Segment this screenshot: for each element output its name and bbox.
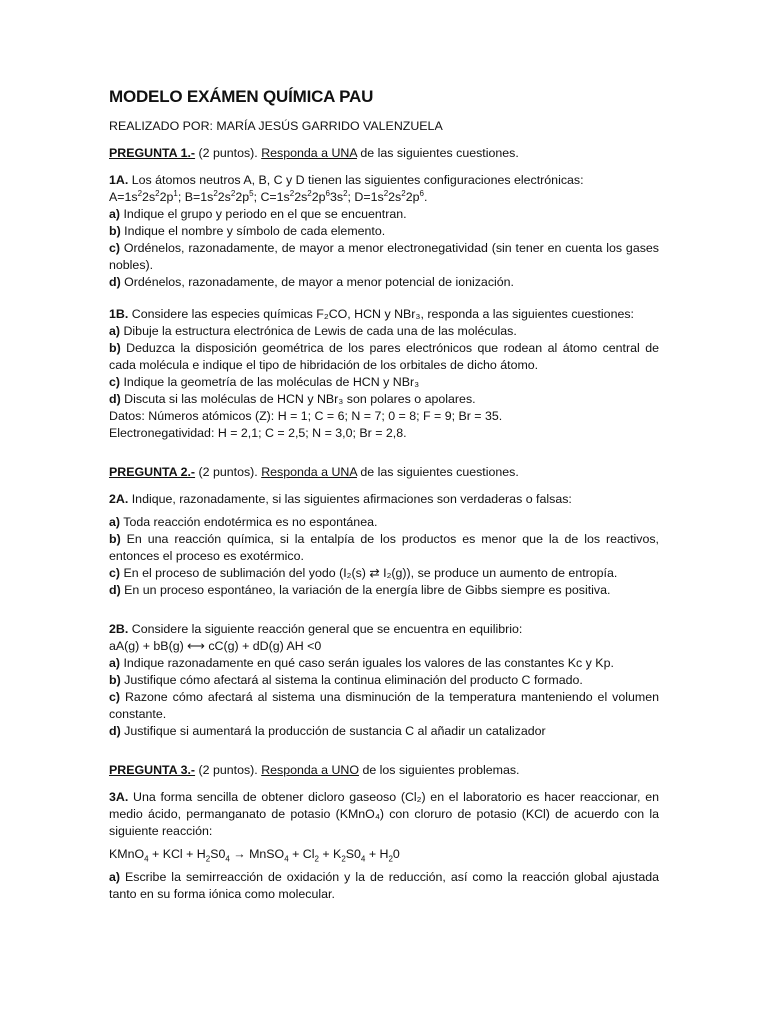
section-intro-text: Una forma sencilla de obtener dicloro gaseoso (Cl₂) en el laboratorio es hacer reaccionar, en medio ácido, permanganato de potasio (KMnO₄) con cloruro de potasio (KCl) de acuerdo con la siguiente reacción:	[109, 790, 659, 838]
list-item	[109, 206, 659, 223]
question-instruction-rest: de las siguientes cuestiones.	[356, 465, 519, 479]
question-points: (2 puntos).	[195, 146, 262, 160]
electron-configurations: $A=1s^22s^22p^1$; $B=1s^22s^22p^5$; $C=1s^22s^22p^63s^2$; $D=1s^22s^22p^6$.	[109, 188, 428, 204]
list-item	[109, 391, 659, 408]
section-3a	[109, 789, 659, 903]
question-instruction: Responda a UNA	[261, 465, 357, 479]
list-item	[109, 323, 659, 340]
item-text: En una reacción química, si la entalpía de los productos es menor que la de los reactivos, entonces el proceso es exotérmico.	[109, 532, 659, 563]
item-text: Indique el grupo y periodo en el que se encuentran.	[120, 207, 407, 221]
data-electronegativity: Electronegatividad: H = 2,1; C = 2,5; N = 3,0; Br = 2,8.	[109, 426, 407, 440]
question-label: PREGUNTA 3.-	[109, 763, 196, 777]
section-2a	[109, 491, 659, 599]
item-letter: b)	[109, 341, 121, 355]
item-text: Discuta si las moléculas de HCN y NBr₃ son polares o apolares.	[120, 392, 476, 406]
list-item	[109, 223, 659, 240]
item-text: Justifique cómo afectará al sistema la continua eliminación del producto C formado.	[120, 673, 583, 687]
section-id: 1A.	[109, 173, 129, 187]
item-letter: a)	[109, 870, 121, 884]
equilibrium-reaction: aA(g) + bB(g) ⟷ cC(g) + dD(g) AH <0	[109, 639, 322, 653]
item-letter: d)	[109, 583, 121, 597]
section-id: 1B.	[109, 307, 129, 321]
item-text: En el proceso de sublimación del yodo (I₂(s) ⇄ I₂(g)), se produce un aumento de entropía.	[120, 566, 618, 580]
redox-reaction: KMnO$_4$ + KCl + $H_2S0_4$ → MnSO$_4$ + $Cl_2 + K_2S0_4 + H_20$	[109, 847, 400, 864]
question-instruction-rest: de los siguientes problemas.	[359, 763, 520, 777]
section-intro	[109, 306, 659, 323]
section-intro	[109, 172, 659, 189]
list-item	[109, 565, 659, 582]
section-id: 3A.	[109, 790, 129, 804]
item-text: Razone cómo afectará al sistema una disminución de la temperatura manteniendo el volumen constante.	[109, 690, 659, 721]
item-letter: d)	[109, 724, 121, 738]
section-intro	[109, 621, 659, 638]
section-intro-text: Los átomos neutros A, B, C y D tienen las siguientes configuraciones electrónicas:	[128, 173, 584, 187]
section-intro	[109, 491, 659, 508]
list-item	[109, 672, 659, 689]
item-text: Dibuje la estructura electrónica de Lewis de cada una de las moléculas.	[120, 324, 517, 338]
section-id: 2B.	[109, 622, 129, 636]
author-line: REALIZADO POR: MARÍA JESÚS GARRIDO VALENZUELA	[109, 119, 443, 133]
item-letter: a)	[109, 515, 121, 529]
section-intro	[109, 789, 659, 840]
list-item	[109, 723, 659, 740]
item-letter: d)	[109, 392, 121, 406]
section-1a	[109, 172, 659, 291]
data-atomic-numbers: Datos: Números atómicos (Z): H = 1; C = 6; N = 7; 0 = 8; F = 9; Br = 35.	[109, 409, 503, 423]
item-letter: b)	[109, 532, 121, 546]
item-text: En un proceso espontáneo, la variación de la energía libre de Gibbs siempre es positiva.	[120, 583, 611, 597]
list-item	[109, 374, 659, 391]
section-intro-text: Indique, razonadamente, si las siguientes afirmaciones son verdaderas o falsas:	[128, 492, 572, 506]
item-letter: c)	[109, 375, 121, 389]
list-item	[109, 655, 659, 672]
item-letter: a)	[109, 207, 121, 221]
list-item	[109, 274, 659, 291]
list-item	[109, 531, 659, 565]
item-text: Indique el nombre y símbolo de cada elemento.	[120, 224, 386, 238]
item-letter: c)	[109, 241, 121, 255]
question-2-header	[109, 464, 659, 481]
list-item	[109, 240, 659, 274]
list-item	[109, 869, 659, 903]
question-instruction: Responda a UNA	[261, 146, 357, 160]
item-text: Indique razonadamente en qué caso serán iguales los valores de las constantes Kc y Kp.	[120, 656, 614, 670]
list-item	[109, 689, 659, 723]
question-instruction-rest: de las siguientes cuestiones.	[356, 146, 519, 160]
item-letter: c)	[109, 566, 121, 580]
item-text: Deduzca la disposición geométrica de los pares electrónicos que rodean al átomo central de cada molécula e indique el tipo de hibridación de los orbitales de dicho átomo.	[109, 341, 659, 372]
item-text: Ordénelos, razonadamente, de mayor a menor electronegatividad (sin tener en cuenta los gases nobles).	[109, 241, 659, 272]
page-title: MODELO EXÁMEN QUÍMICA PAU	[109, 87, 374, 106]
question-points: (2 puntos).	[195, 465, 262, 479]
section-intro-text: Considere las especies químicas F₂CO, HCN y NBr₃, responda a las siguientes cuestiones:	[128, 307, 634, 321]
item-text: Toda reacción endotérmica es no espontánea.	[120, 515, 378, 529]
item-text: Ordénelos, razonadamente, de mayor a menor potencial de ionización.	[120, 275, 514, 289]
item-letter: d)	[109, 275, 121, 289]
item-text: Justifique si aumentará la producción de sustancia C al añadir un catalizador	[120, 724, 546, 738]
question-instruction: Responda a UNO	[261, 763, 359, 777]
list-item	[109, 340, 659, 374]
item-text: Indique la geometría de las moléculas de HCN y NBr₃	[120, 375, 420, 389]
section-2b	[109, 621, 659, 740]
question-label: PREGUNTA 1.-	[109, 146, 196, 160]
exam-content	[109, 86, 659, 903]
item-letter: a)	[109, 324, 121, 338]
item-letter: b)	[109, 224, 121, 238]
section-1b	[109, 306, 659, 442]
item-letter: b)	[109, 673, 121, 687]
question-label: PREGUNTA 2.-	[109, 465, 196, 479]
question-3-header	[109, 762, 659, 779]
list-item	[109, 514, 659, 531]
question-1-header	[109, 145, 659, 162]
item-letter: c)	[109, 690, 121, 704]
question-points: (2 puntos).	[195, 763, 262, 777]
section-id: 2A.	[109, 492, 129, 506]
section-intro-text: Considere la siguiente reacción general que se encuentra en equilibrio:	[128, 622, 523, 636]
item-letter: a)	[109, 656, 121, 670]
item-text: Escribe la semirreacción de oxidación y la de reducción, así como la reacción global ajustada tanto en su forma iónica como molecular.	[109, 870, 659, 901]
list-item	[109, 582, 659, 599]
